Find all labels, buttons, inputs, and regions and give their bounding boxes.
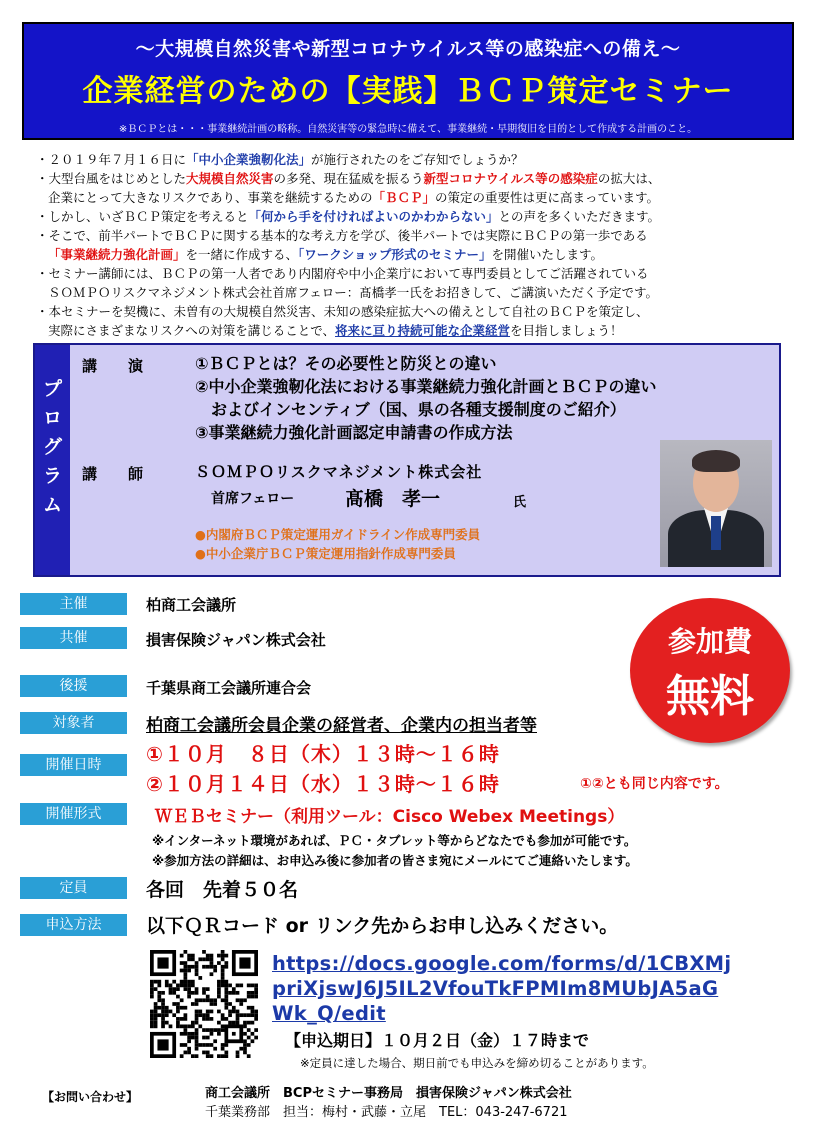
intro-highlight: 「何から手を付ければよいのかわからない」 [248, 209, 499, 224]
intro-text-span: を一緒に作成する、 [185, 247, 299, 262]
speaker-label: 講 師 [82, 465, 152, 483]
support-tag: 後援 [20, 675, 127, 697]
badge-line-1: 参加費 [667, 625, 752, 658]
intro-text-span: を開催いたします。 [491, 247, 604, 262]
intro-text-span: ・しかし、いざＢＣＰ策定を考えると [36, 209, 249, 224]
program-tab-char: プ [42, 378, 62, 400]
date-note: ①②とも同じ内容です。 [580, 776, 729, 792]
intro-line [36, 169, 806, 188]
lecture-label: 講 演 [82, 357, 152, 375]
intro-text-span: の策定の重要性は更に高まっています。 [435, 190, 660, 205]
intro-text-span: の多発、現在猛威を振るう [273, 171, 424, 186]
capacity-value: 各回 先着５０名 [146, 879, 299, 901]
program-tab-char: ム [42, 494, 62, 516]
format-note: ※インターネット環境があれば、ＰＣ・タブレット等からどなたでも参加が可能です。 [152, 833, 637, 848]
intro-highlight: 「ＢＣＰ」 [372, 190, 436, 205]
apply-value: 以下ＱＲコード or リンク先からお申し込みください。 [146, 915, 619, 937]
contact-line-2: 千葉業務部 担当：梅村・武藤・立尾 TEL：043-247-6721 [205, 1105, 568, 1120]
speaker-honorific: 氏 [513, 495, 527, 510]
speaker-company: ＳＯＭＰＯリスクマネジメント株式会社 [195, 463, 483, 481]
photo-hair [692, 450, 740, 472]
intro-line: ＳＯＭＰＯリスクマネジメント株式会社首席フェロー：髙橋孝一氏をお招きして、ご講演いただく予定です。 [48, 285, 659, 300]
program-tab [35, 345, 70, 575]
target-tag: 対象者 [20, 712, 127, 734]
support-value: 千葉県商工会議所連合会 [146, 679, 312, 697]
capacity-tag: 定員 [20, 877, 127, 899]
program-item: ①ＢＣＰとは？その必要性と防災との違い [195, 354, 497, 373]
header-note: ※ＢＣＰとは・・・事業継続計画の略称。自然災害等の緊急時に備えて、事業継続・早期復旧を目的として作成する計画のこと。 [118, 124, 698, 135]
intro-line [36, 245, 806, 264]
header-banner [22, 22, 794, 140]
intro-text-span: 企業にとって大きなリスクであり、事業を継続するための [48, 190, 373, 205]
intro-text-span: を目指しましょう！ [510, 323, 623, 338]
format-value: ＷＥＢセミナー（利用ツール：Cisco Webex Meetings） [155, 807, 625, 827]
target-value: 柏商工会議所会員企業の経営者、企業内の担当者等 [146, 716, 537, 736]
photo-tie [711, 516, 721, 550]
date-tag: 開催日時 [20, 754, 127, 776]
date-1: ①１０月 ８日（木）１３時～１６時 [146, 742, 500, 766]
intro-line: ・本セミナーを契機に、未曽有の大規模自然災害、未知の感染症拡大への備えとして自社のＢＣＰを策定し、 [36, 304, 649, 319]
form-link[interactable]: https://docs.google.com/forms/d/1CBXMj [272, 952, 732, 975]
program-item: ②中小企業強靭化法における事業継続力強化計画とＢＣＰの違い [195, 377, 657, 396]
intro-highlight: 「中小企業強靭化法」 [186, 152, 312, 167]
program-item: ③事業継続力強化計画認定申請書の作成方法 [195, 423, 513, 442]
speaker-role: ●内閣府ＢＣＰ策定運用ガイドライン作成専門委員 [195, 527, 481, 542]
intro-text-span: の拡大は、 [597, 171, 661, 186]
qr-code-icon [150, 950, 258, 1058]
speaker-position: 首席フェロー [211, 491, 295, 507]
page-title: 企業経営のための【実践】ＢＣＰ策定セミナー [82, 74, 734, 109]
free-badge [630, 598, 790, 743]
deadline-note: ※定員に達した場合、期日前でも申込みを締め切ることがあります。 [300, 1056, 654, 1070]
qr-code[interactable] [150, 950, 258, 1058]
program-item: およびインセンティブ（国、県の各種支援制度のご紹介） [195, 400, 626, 419]
intro-text [36, 150, 806, 340]
date-2: ②１０月１４日（水）１３時～１６時 [146, 772, 500, 796]
intro-text-span: との声を多くいただきます。 [498, 209, 661, 224]
intro-line [36, 188, 806, 207]
intro-text-span: ・大型台風をはじめとした [36, 171, 187, 186]
intro-highlight: 将来に亘り持続可能な企業経営 [335, 323, 511, 338]
format-note: ※参加方法の詳細は、お申込み後に参加者の皆さま宛にメールにてご連絡いたします。 [152, 853, 638, 868]
badge-line-2: 無料 [666, 671, 754, 722]
program-tab-char: ラ [42, 465, 62, 487]
speaker-role: ●中小企業庁ＢＣＰ策定運用指針作成専門委員 [195, 546, 456, 561]
cosponsor-tag: 共催 [20, 627, 127, 649]
intro-line [36, 150, 806, 169]
speaker-name: 髙橋 孝一 [345, 488, 441, 510]
intro-highlight: 「事業継続力強化計画」 [48, 247, 186, 262]
form-link[interactable]: Wk_Q/edit [272, 1002, 386, 1025]
intro-highlight: 「ワークショップ形式のセミナー」 [298, 247, 492, 262]
speaker-photo [660, 440, 772, 567]
contact-line-1: 商工会議所 BCPセミナー事務局 損害保険ジャパン株式会社 [205, 1086, 572, 1101]
intro-highlight: 新型コロナウイルス等の感染症 [423, 171, 598, 186]
format-tag: 開催形式 [20, 803, 127, 825]
organizer-value: 柏商工会議所 [146, 596, 237, 614]
organizer-tag: 主催 [20, 593, 127, 615]
apply-tag: 申込方法 [20, 914, 127, 936]
intro-text-span: が施行されたのをご存知でしょうか？ [311, 152, 524, 167]
intro-line [36, 207, 806, 226]
intro-line: ・セミナー講師には、ＢＣＰの第一人者であり内閣府や中小企業庁において専門委員としてご活躍されている [36, 266, 649, 281]
header-subtitle: ～大規模自然災害や新型コロナウイルス等の感染症への備え～ [135, 38, 681, 60]
program-tab-char: ロ [42, 407, 62, 429]
intro-line [36, 321, 806, 340]
form-link[interactable]: priXjswJ6J5IL2VfouTkFPMIm8MUbJA5aG [272, 977, 719, 1000]
intro-text-span: ・２０１９年７月１６日に [36, 152, 187, 167]
program-box [33, 343, 781, 577]
cosponsor-value: 損害保険ジャパン株式会社 [146, 631, 326, 649]
intro-highlight: 大規模自然災害 [186, 171, 274, 186]
intro-text-span: 実際にさまざまなリスクへの対策を講じることで、 [48, 323, 336, 338]
intro-line: ・そこで、前半パートでＢＣＰに関する基本的な考え方を学び、後半パートでは実際にＢＣＰの第一歩である [36, 228, 648, 243]
deadline: 【申込期日】１０月２日（金）１７時まで [285, 1031, 590, 1050]
inquiry-label: 【お問い合わせ】 [42, 1090, 139, 1104]
program-tab-char: グ [42, 436, 62, 458]
